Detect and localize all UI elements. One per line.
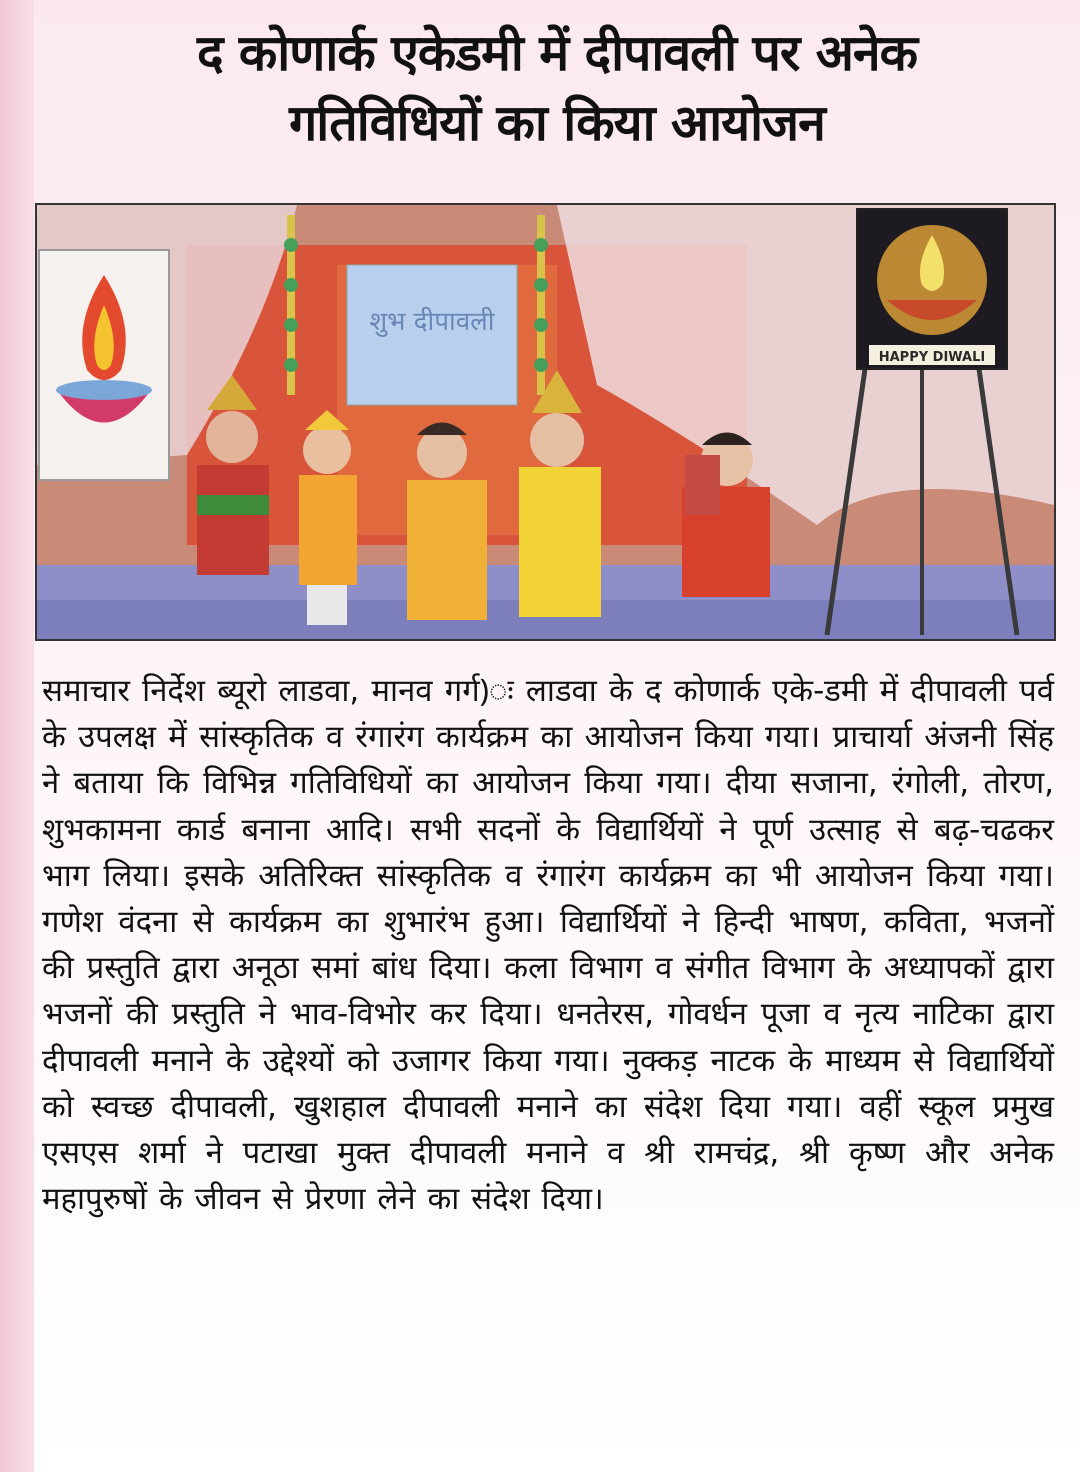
banner-text: शुभ दीपावली xyxy=(369,307,495,337)
newspaper-clipping xyxy=(34,0,1080,1472)
page-margin-strip xyxy=(0,0,34,1472)
headline-line-2: गतिविधियों का किया आयोजन xyxy=(289,94,825,152)
article-photo xyxy=(35,203,1056,641)
article-body: समाचार निर्देश ब्यूरो लाडवा, मानव गर्ग)ः लाडवा के द कोणार्क एके-डमी में दीपावली पर्व के उपलक्ष में सांस्कृतिक व रंगारंग कार्यक्रम का आयोजन किया गया। प्राचार्या अंजनी सिंह ने बताया कि विभिन्न गतिविधियों का आयोजन किया गया। दीया सजाना, रंगोली, तोरण, शुभकामना कार्ड बनाना आदि। सभी सदनों के विद्यार्थियों ने पूर्ण उत्साह से बढ़-चढकर भाग लिया। इसके अतिरिक्त सांस्कृतिक व रंगारंग कार्यक्रम का भी आयोजन किया गया। गणेश वंदना से कार्यक्रम का शुभारंभ हुआ। विद्यार्थियों ने हिन्दी भाषण, कविता, भजनों की प्रस्तुति द्वारा अनूठा समां बांध दिया। कला विभाग व संगीत विभाग के अध्यापकों द्वारा भजनों की प्रस्तुति ने भाव-विभोर कर दिया। धनतेरस, गोवर्धन पूजा व नृत्य नाटिका द्वारा दीपावली मनाने के उद्देश्यों को उजागर किया गया। नुक्कड़ नाटक के माध्यम से विद्यार्थियों को स्वच्छ दीपावली, खुशहाल दीपावली मनाने का संदेश दिया गया। वहीं स्कूल प्रमुख एसएस शर्मा ने पटाखा मुक्त दीपावली मनाने व श्री रामचंद्र, श्री कृष्ण और अनेक महापुरुषों के जीवन से प्रेरणा लेने का संदेश दिया। xyxy=(42,673,1054,1218)
article-headline xyxy=(34,18,1080,158)
headline-line-1: द कोणार्क एकेडमी में दीपावली पर अनेक xyxy=(196,24,918,82)
happy-diwali-sign: HAPPY DIWALI xyxy=(878,350,986,365)
